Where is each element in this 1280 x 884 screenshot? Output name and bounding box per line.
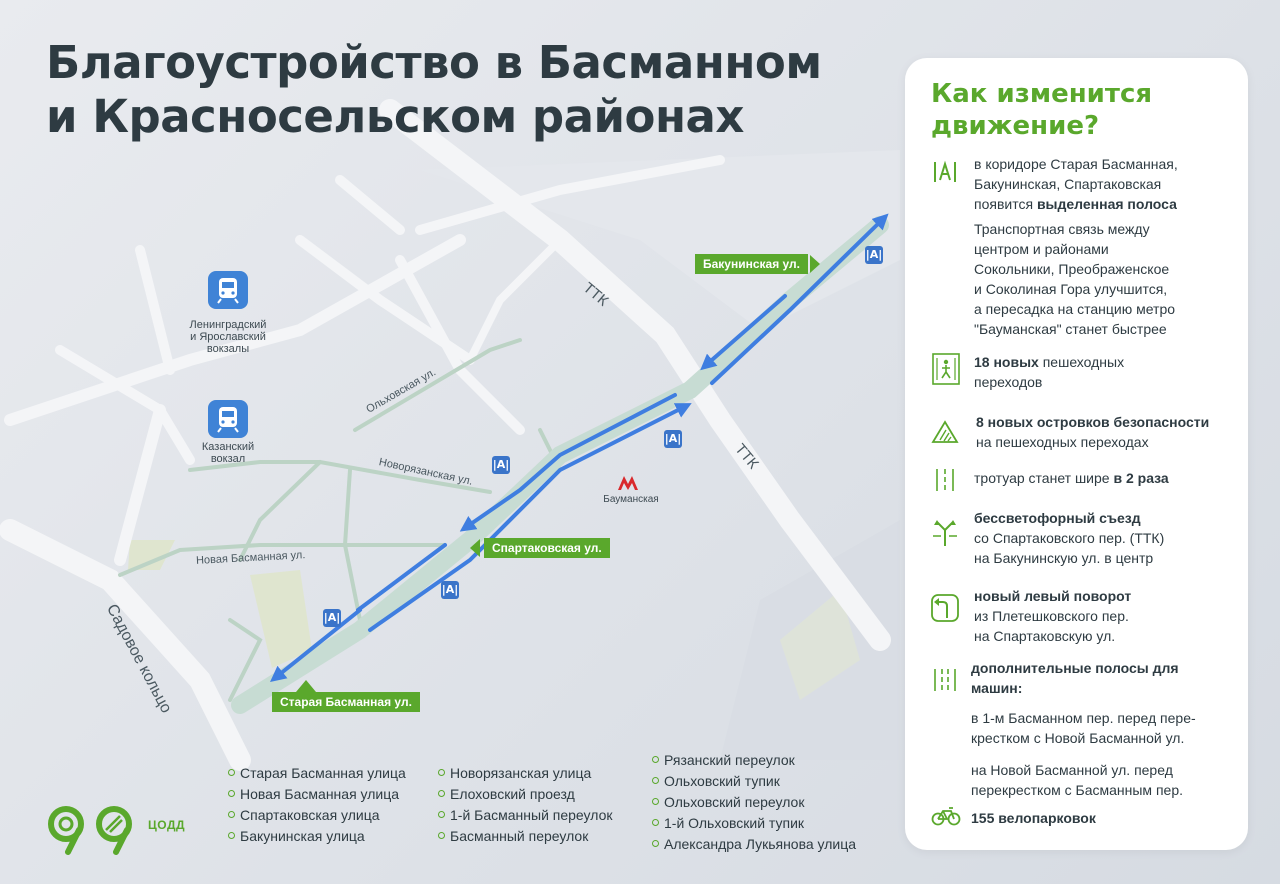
islands-text [976, 412, 1244, 452]
station-label-line: Казанский [201, 441, 255, 453]
sidewalk-text [974, 468, 1236, 488]
exit-text [974, 508, 1236, 568]
lane-badge-icon: |A| [492, 456, 510, 474]
bikes-text [971, 808, 1233, 828]
text-line [974, 352, 1236, 372]
text-line: а пересадка на станцию метро [974, 301, 1176, 317]
road [340, 180, 400, 230]
pedestrian-crossing-icon [931, 352, 961, 386]
text-plain: тротуар станет шире [974, 470, 1114, 486]
legend-item: Басманный переулок [438, 826, 613, 847]
sidewalk-icon [931, 466, 959, 494]
legend-item: Ольховский переулок [652, 792, 856, 813]
text-line [974, 508, 1236, 528]
bicycle-icon [931, 805, 961, 827]
street-label-olkhovskaya: Ольховская ул. [364, 366, 438, 416]
junction-arrows-icon [929, 516, 961, 548]
legend-item: Новая Басманная улица [228, 784, 406, 805]
lane-text [974, 154, 1236, 214]
train-icon [208, 271, 248, 309]
extra-lanes-text [971, 658, 1241, 800]
legend-column [652, 750, 856, 855]
text-bold: бессветофорный съезд [974, 510, 1141, 526]
text-line: в 1-м Басманном пер. перед пере- [971, 710, 1196, 726]
legend-item: 1-й Ольховский тупик [652, 813, 856, 834]
station-label-line: вокзал [210, 453, 246, 465]
text-line: и Соколиная Гора улучшится, [974, 281, 1168, 297]
text-plain: появится [974, 196, 1037, 212]
text-bold: выделенная полоса [1036, 196, 1177, 212]
text-line [976, 412, 1244, 432]
station-label-kazansky [188, 441, 268, 465]
lane-badge-icon: |A| [664, 430, 682, 448]
sadovoe-label: Садовое кольцо [102, 601, 175, 717]
safety-island-icon [931, 418, 959, 446]
text-bold: машин: [971, 680, 1023, 696]
train-glyph [208, 271, 248, 309]
text-line: Бакунинская, Спартаковская [974, 176, 1162, 192]
road [140, 250, 170, 370]
metro-m-icon [618, 476, 638, 490]
lane-badge-icon: |A| [441, 581, 459, 599]
title-line: Благоустройство в Басманном [46, 36, 822, 89]
ttk-label: ТТК [579, 279, 612, 310]
legend-item: Александра Лукьянова улица [652, 834, 856, 855]
station-label-line: и Ярославский [190, 331, 266, 343]
left-turn-text [974, 586, 1236, 646]
legend-item: Елоховский проезд [438, 784, 613, 805]
info-panel [905, 58, 1248, 850]
text-bold: в 2 раза [1113, 470, 1169, 486]
text-line: на Спартаковскую ул. [974, 628, 1116, 644]
text-bold: новый левый поворот [974, 588, 1132, 604]
legend-item: Рязанский переулок [652, 750, 856, 771]
lane-badge-icon: |A| [865, 246, 883, 264]
train-icon [208, 400, 248, 438]
text-line: перекрестком с Басманным пер. [971, 782, 1183, 798]
train-glyph [208, 400, 248, 438]
panel-heading-line: Как изменится [931, 79, 1153, 109]
legend-column [438, 763, 613, 847]
text-plain: пешеходных [1038, 354, 1125, 370]
text-line: Транспортная связь между [974, 221, 1150, 237]
legend-item: Спартаковская улица [228, 805, 406, 826]
text-line [971, 678, 1241, 698]
station-label-line: вокзалы [206, 343, 250, 355]
text-bold: дополнительные полосы для [971, 660, 1179, 676]
text-bold: 18 новых [974, 354, 1039, 370]
bus-lane-arrow [370, 406, 686, 630]
legend-item: Бакунинская улица [228, 826, 406, 847]
legend-item: Старая Басманная улица [228, 763, 406, 784]
legend-item: 1-й Басманный переулок [438, 805, 613, 826]
extra-lanes-icon [931, 666, 959, 694]
road [120, 410, 160, 560]
text-line: из Плетешковского пер. [974, 608, 1129, 624]
text-line: на пешеходных переходах [976, 434, 1149, 450]
text-line: крестком с Новой Басманной ул. [971, 730, 1185, 746]
page-title [46, 36, 876, 144]
street-label-novoryazanskaya: Новорязанская ул. [377, 456, 474, 488]
dedicated-lane-icon [931, 158, 959, 186]
ttk-label: ТТК [731, 440, 762, 473]
text-line: со Спартаковского пер. (ТТК) [974, 530, 1165, 546]
street-legend [228, 752, 898, 873]
text-line: "Бауманская" станет быстрее [974, 321, 1167, 337]
text-line [974, 194, 1236, 214]
panel-heading [931, 78, 1152, 142]
title-line: и Красносельском районах [46, 90, 744, 143]
text-line: на Бакунинскую ул. в центр [974, 550, 1154, 566]
crossings-text [974, 352, 1236, 392]
text-line [974, 586, 1236, 606]
metro-label: Бауманская [603, 494, 659, 505]
green-label-bakuninskaya: Бакунинская ул. [695, 254, 808, 274]
station-label-line: Ленинградский [189, 319, 267, 331]
text-line: в коридоре Старая Басманная, [974, 156, 1178, 172]
text-line: на Новой Басманной ул. перед [971, 762, 1173, 778]
logo [46, 800, 196, 856]
label-pointer [296, 680, 316, 692]
panel-heading-line: движение? [931, 111, 1100, 141]
text-line: центром и районами [974, 241, 1109, 257]
legend-item: Новорязанская улица [438, 763, 613, 784]
logo-text: ЦОДД [148, 818, 186, 832]
text-bold: 155 велопарковок [971, 810, 1096, 826]
left-turn-icon [929, 592, 961, 624]
text-line: Сокольники, Преображенское [974, 261, 1170, 277]
legend-column [228, 763, 406, 847]
text-line [971, 658, 1241, 678]
legend-item: Ольховский тупик [652, 771, 856, 792]
lane-badge-icon: |A| [323, 609, 341, 627]
station-label-leningradsky [172, 319, 284, 355]
green-label-staraya-basmannaya: Старая Басманная ул. [272, 692, 420, 712]
connection-text [974, 219, 1236, 339]
text-bold: 8 новых островков безопасности [976, 414, 1210, 430]
street-line [355, 340, 520, 430]
green-label-spartakovskaya: Спартаковская ул. [484, 538, 610, 558]
street-label-novaya-basmannaya: Новая Басманная ул. [195, 549, 306, 567]
text-line: переходов [974, 374, 1043, 390]
